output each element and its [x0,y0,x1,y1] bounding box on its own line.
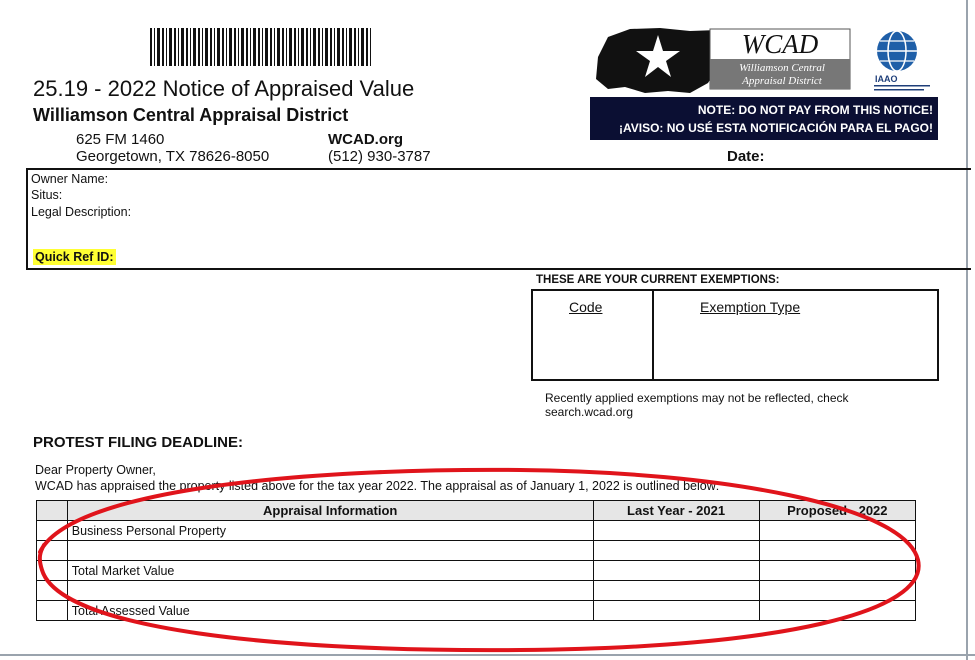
appraisal-header-row [37,501,916,521]
protest-deadline-title: PROTEST FILING DEADLINE: [33,434,243,451]
row-label: Business Personal Property [67,521,593,541]
notice-title: 25.19 - 2022 Notice of Appraised Value [33,76,415,101]
iaao-label: IAAO [875,74,898,84]
exemptions-note [545,391,849,419]
exemptions-divider [652,291,654,379]
row-label: Total Market Value [67,561,593,581]
iaao-globe-icon [877,31,917,71]
row-label [67,581,593,601]
proposed-header: Proposed - 2022 [759,501,915,521]
window-frame-right [966,0,968,660]
wcad-logo [590,27,940,95]
date-label: Date: [727,148,765,165]
legal-description-label: Legal Description: [31,205,132,219]
exemptions-note-line-1: Recently applied exemptions may not be reflected, check [545,391,849,405]
appraisal-table [36,500,916,621]
owner-info-box [26,168,971,270]
exemptions-title: THESE ARE YOUR CURRENT EXEMPTIONS: [536,274,780,286]
district-name: Williamson Central Appraisal District [33,105,349,125]
header-spacer [37,501,68,521]
window-frame-bottom [0,654,975,656]
address-line-1: 625 FM 1460 [76,131,165,148]
logo-abbr: WCAD [741,29,819,59]
phone-text: (512) 930-3787 [328,148,431,165]
quick-ref-id-text: Quick Ref ID: [35,250,114,264]
do-not-pay-banner [590,97,938,140]
appraisal-info-header: Appraisal Information [67,501,593,521]
quick-ref-id-label [33,248,116,266]
table-row [37,521,916,541]
table-row [37,541,916,561]
exemption-code-header: Code [569,299,603,315]
address-line-2: Georgetown, TX 78626-8050 [76,148,270,165]
situs-label: Situs: [31,188,63,202]
owner-name-label: Owner Name: [31,172,109,186]
banner-line-1: NOTE: DO NOT PAY FROM THIS NOTICE! [697,103,933,117]
exemptions-note-link: search.wcad.org [545,405,634,419]
row-label: Total Assessed Value [67,601,593,621]
table-row [37,561,916,581]
exemptions-table [531,289,939,381]
table-row [37,601,916,621]
logo-line-1: Williamson Central [739,62,825,74]
website-text: WCAD.org [328,131,403,148]
banner-line-2: ¡AVISO: NO USÉ ESTA NOTIFICACIÓN PARA EL PAGO! [618,121,933,135]
barcode [150,28,372,66]
greeting-text: Dear Property Owner, [35,463,156,477]
row-label [67,541,593,561]
appraisal-intro-text: WCAD has appraised the property listed above for the tax year 2022. The appraisal as of January 1, 2022 is outlined below: [35,479,720,493]
last-year-header: Last Year - 2021 [593,501,759,521]
exemption-type-header: Exemption Type [700,299,801,315]
logo-line-2: Appraisal District [742,75,822,87]
table-row [37,581,916,601]
